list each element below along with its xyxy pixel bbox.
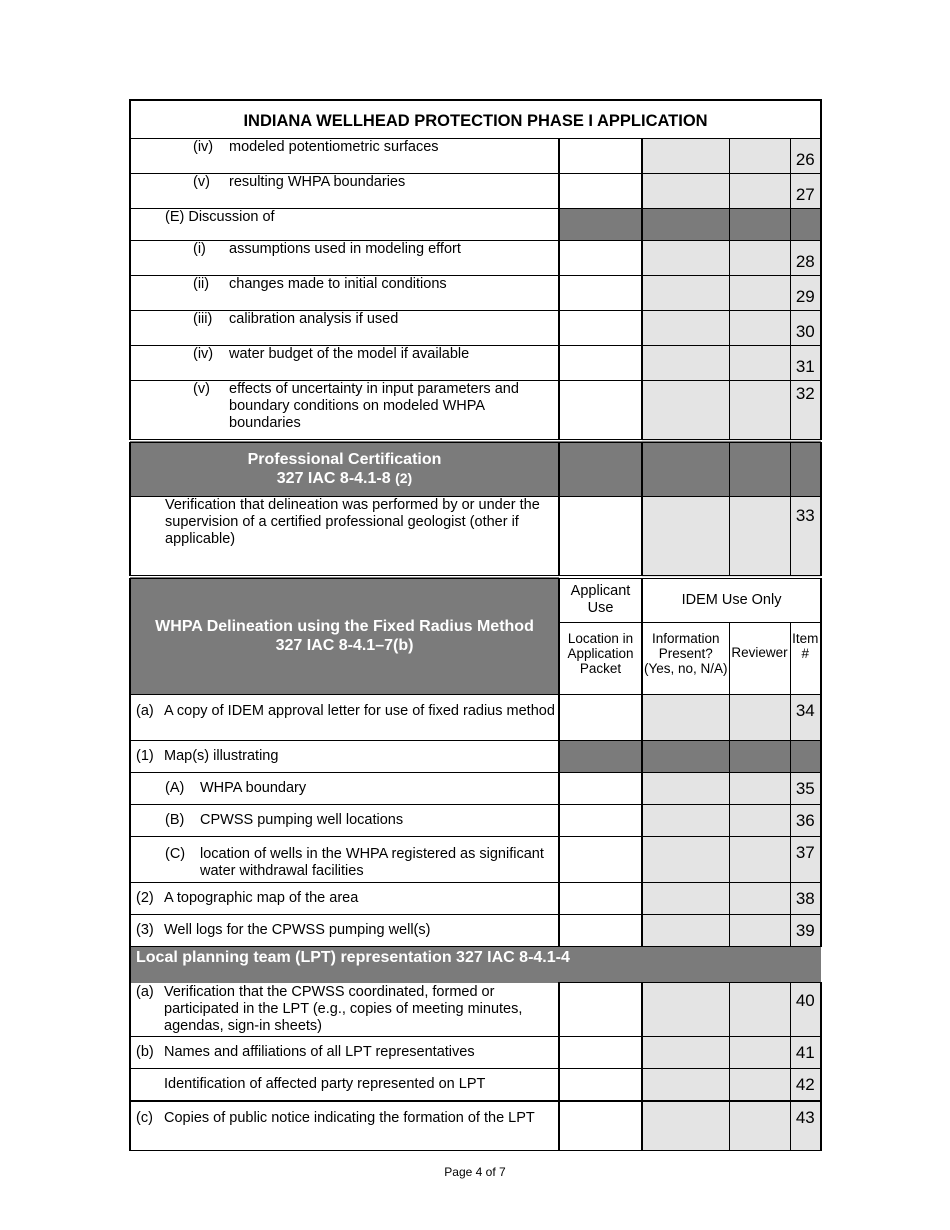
row-number: (iv)	[193, 139, 214, 155]
row-label: (C)	[165, 846, 186, 862]
location-cell[interactable]	[559, 805, 642, 837]
reviewer-cell	[729, 695, 790, 741]
item-number: 38	[790, 883, 821, 915]
info-present-cell	[642, 381, 729, 441]
reviewer-cell	[729, 346, 790, 381]
row-description: CPWSS pumping well locations	[200, 812, 404, 828]
row-description: modeled potentiometric surfaces	[229, 139, 439, 155]
row-text	[130, 346, 559, 381]
certification-title: Professional Certification	[247, 451, 442, 469]
reviewer-cell	[729, 311, 790, 346]
row-label: (2)	[136, 890, 154, 906]
location-cell[interactable]	[559, 983, 642, 1037]
shaded-cell	[642, 441, 729, 497]
row-description: changes made to initial conditions	[229, 276, 447, 292]
reviewer-cell	[729, 883, 790, 915]
row-text	[130, 1101, 559, 1151]
certification-citation	[131, 469, 558, 488]
row-description: Names and affiliations of all LPT representatives	[164, 1044, 475, 1060]
row-label: (B)	[165, 812, 185, 828]
row-description: resulting WHPA boundaries	[229, 174, 406, 190]
table-row	[130, 1037, 821, 1069]
item-number: 37	[790, 837, 821, 883]
shaded-cell	[559, 441, 642, 497]
location-cell[interactable]	[559, 346, 642, 381]
row-description: WHPA boundary	[200, 780, 307, 796]
location-cell[interactable]	[559, 695, 642, 741]
row-text	[130, 381, 559, 441]
fixed-radius-header	[130, 577, 559, 695]
applicant-use-header: Applicant Use	[559, 577, 642, 623]
location-cell[interactable]	[559, 381, 642, 441]
item-number: 31	[790, 346, 821, 381]
item-number: 33	[790, 497, 821, 577]
row-description: location of wells in the WHPA registered as significant water withdrawal facilities	[200, 846, 544, 879]
info-present-cell	[642, 1069, 729, 1101]
row-description: Identification of affected party represented on LPT	[164, 1075, 486, 1092]
table-row	[130, 381, 821, 441]
item-number: 26	[790, 139, 821, 174]
row-text	[130, 311, 559, 346]
row-text	[130, 139, 559, 174]
location-cell[interactable]	[559, 883, 642, 915]
row-label: (a)	[136, 703, 154, 719]
row-text	[130, 174, 559, 209]
discussion-label: (E) Discussion of	[130, 209, 559, 241]
reviewer-cell	[729, 837, 790, 883]
reviewer-cell	[729, 773, 790, 805]
item-number: 39	[790, 915, 821, 947]
map-row	[130, 741, 821, 773]
row-number: (ii)	[193, 276, 210, 292]
location-cell[interactable]	[559, 497, 642, 577]
location-cell[interactable]	[559, 276, 642, 311]
shaded-cell	[729, 209, 790, 241]
table-row	[130, 1101, 821, 1151]
row-description: Verification that the CPWSS coordinated, formed or participated in the LPT (e.g., copies of meeting minutes, agendas, sign-in sheets)	[164, 983, 523, 1034]
row-label: (3)	[136, 922, 154, 938]
location-cell[interactable]	[559, 311, 642, 346]
fixed-radius-header-row	[130, 577, 821, 623]
location-cell[interactable]	[559, 1037, 642, 1069]
certification-text: Verification that delineation was performed by or under the supervision of a certified professional geologist (other if applicable)	[130, 497, 559, 577]
location-cell[interactable]	[559, 915, 642, 947]
row-description: A topographic map of the area	[164, 890, 359, 906]
row-number: (v)	[193, 174, 210, 190]
item-number: 30	[790, 311, 821, 346]
row-description: calibration analysis if used	[229, 311, 399, 327]
application-form	[129, 99, 820, 1151]
row-label: (1)	[136, 748, 154, 764]
row-description: effects of uncertainty in input parameters and boundary conditions on modeled WHPA boundaries	[229, 381, 519, 431]
info-present-cell	[642, 1101, 729, 1151]
page-footer: Page 4 of 7	[444, 1165, 506, 1179]
info-present-cell	[642, 805, 729, 837]
row-text	[130, 883, 559, 915]
info-present-cell	[642, 174, 729, 209]
info-present-cell	[642, 241, 729, 276]
fixed-radius-title: WHPA Delineation using the Fixed Radius Method	[155, 618, 534, 636]
form-table	[129, 99, 822, 1151]
table-row	[130, 241, 821, 276]
info-present-cell	[642, 983, 729, 1037]
col-info-header: Information Present? (Yes, no, N/A)	[642, 623, 729, 695]
item-number: 43	[790, 1101, 821, 1151]
info-present-cell	[642, 883, 729, 915]
table-row	[130, 139, 821, 174]
info-present-cell	[642, 837, 729, 883]
table-row	[130, 276, 821, 311]
lpt-header: Local planning team (LPT) representation 327 IAC 8-4.1-4	[130, 947, 821, 983]
row-text	[130, 1037, 559, 1069]
info-present-cell	[642, 695, 729, 741]
info-present-cell	[642, 1037, 729, 1069]
table-row	[130, 805, 821, 837]
info-present-cell	[642, 311, 729, 346]
item-number: 40	[790, 983, 821, 1037]
table-row	[130, 1069, 821, 1101]
row-text	[130, 695, 559, 741]
shaded-cell	[790, 209, 821, 241]
reviewer-cell	[729, 1069, 790, 1101]
row-text	[130, 276, 559, 311]
location-cell[interactable]	[559, 773, 642, 805]
row-text	[130, 805, 559, 837]
shaded-cell	[790, 741, 821, 773]
item-number: 36	[790, 805, 821, 837]
shaded-cell	[729, 441, 790, 497]
table-row	[130, 174, 821, 209]
location-cell[interactable]	[559, 241, 642, 276]
location-cell[interactable]	[559, 1069, 642, 1101]
info-present-cell	[642, 346, 729, 381]
shaded-cell	[729, 741, 790, 773]
info-present-cell	[642, 497, 729, 577]
table-row	[130, 346, 821, 381]
idem-use-header: IDEM Use Only	[642, 577, 821, 623]
table-row	[130, 497, 821, 577]
location-cell[interactable]	[559, 174, 642, 209]
row-text	[130, 915, 559, 947]
reviewer-cell	[729, 983, 790, 1037]
row-description: Well logs for the CPWSS pumping well(s)	[164, 922, 431, 938]
item-number: 34	[790, 695, 821, 741]
location-cell[interactable]	[559, 837, 642, 883]
reviewer-cell	[729, 805, 790, 837]
table-row	[130, 695, 821, 741]
item-number: 42	[790, 1069, 821, 1101]
row-text	[130, 837, 559, 883]
location-cell[interactable]	[559, 139, 642, 174]
item-number: 29	[790, 276, 821, 311]
title-row	[130, 100, 821, 139]
row-text	[130, 1069, 559, 1101]
fixed-radius-citation: 327 IAC 8-4.1–7(b)	[275, 637, 414, 655]
table-row	[130, 837, 821, 883]
row-number: (iv)	[193, 346, 214, 362]
row-text	[130, 241, 559, 276]
shaded-cell	[642, 741, 729, 773]
reviewer-cell	[729, 139, 790, 174]
info-present-cell	[642, 773, 729, 805]
certification-header	[130, 441, 559, 497]
row-number: (v)	[193, 381, 210, 397]
table-row	[130, 311, 821, 346]
row-label: (a)	[136, 983, 154, 1000]
col-location-header: Location in Application Packet	[559, 623, 642, 695]
row-text	[130, 741, 559, 773]
row-text	[130, 983, 559, 1037]
reviewer-cell	[729, 1037, 790, 1069]
info-present-cell	[642, 276, 729, 311]
discussion-row	[130, 209, 821, 241]
shaded-cell	[559, 209, 642, 241]
row-label: (b)	[136, 1044, 154, 1060]
lpt-header-row	[130, 947, 821, 983]
reviewer-cell	[729, 381, 790, 441]
shaded-cell	[790, 441, 821, 497]
reviewer-cell	[729, 276, 790, 311]
item-number: 28	[790, 241, 821, 276]
certification-header-row	[130, 441, 821, 497]
row-label: (c)	[136, 1109, 153, 1126]
certification-citation-main: 327 IAC 8-4.1-8	[276, 470, 391, 488]
row-description: Copies of public notice indicating the formation of the LPT	[164, 1109, 535, 1126]
item-number: 41	[790, 1037, 821, 1069]
certification-citation-suffix: (2)	[395, 470, 413, 487]
row-text	[130, 773, 559, 805]
row-description: A copy of IDEM approval letter for use of fixed radius method	[164, 703, 555, 719]
location-cell[interactable]	[559, 1101, 642, 1151]
info-present-cell	[642, 139, 729, 174]
reviewer-cell	[729, 497, 790, 577]
col-item-header: Item #	[790, 623, 821, 695]
table-row	[130, 983, 821, 1037]
col-reviewer-header: Reviewer	[729, 623, 790, 695]
row-description: water budget of the model if available	[229, 346, 470, 362]
table-row	[130, 773, 821, 805]
form-title: INDIANA WELLHEAD PROTECTION PHASE I APPLICATION	[130, 100, 821, 139]
reviewer-cell	[729, 915, 790, 947]
info-present-cell	[642, 915, 729, 947]
row-number: (iii)	[193, 311, 213, 327]
item-number: 27	[790, 174, 821, 209]
table-row	[130, 883, 821, 915]
row-description: assumptions used in modeling effort	[229, 241, 461, 257]
row-description: Map(s) illustrating	[164, 748, 279, 764]
row-number: (i)	[193, 241, 206, 257]
item-number: 32	[790, 381, 821, 441]
reviewer-cell	[729, 174, 790, 209]
row-label: (A)	[165, 780, 185, 796]
shaded-cell	[559, 741, 642, 773]
item-number: 35	[790, 773, 821, 805]
shaded-cell	[642, 209, 729, 241]
reviewer-cell	[729, 241, 790, 276]
reviewer-cell	[729, 1101, 790, 1151]
table-row	[130, 915, 821, 947]
